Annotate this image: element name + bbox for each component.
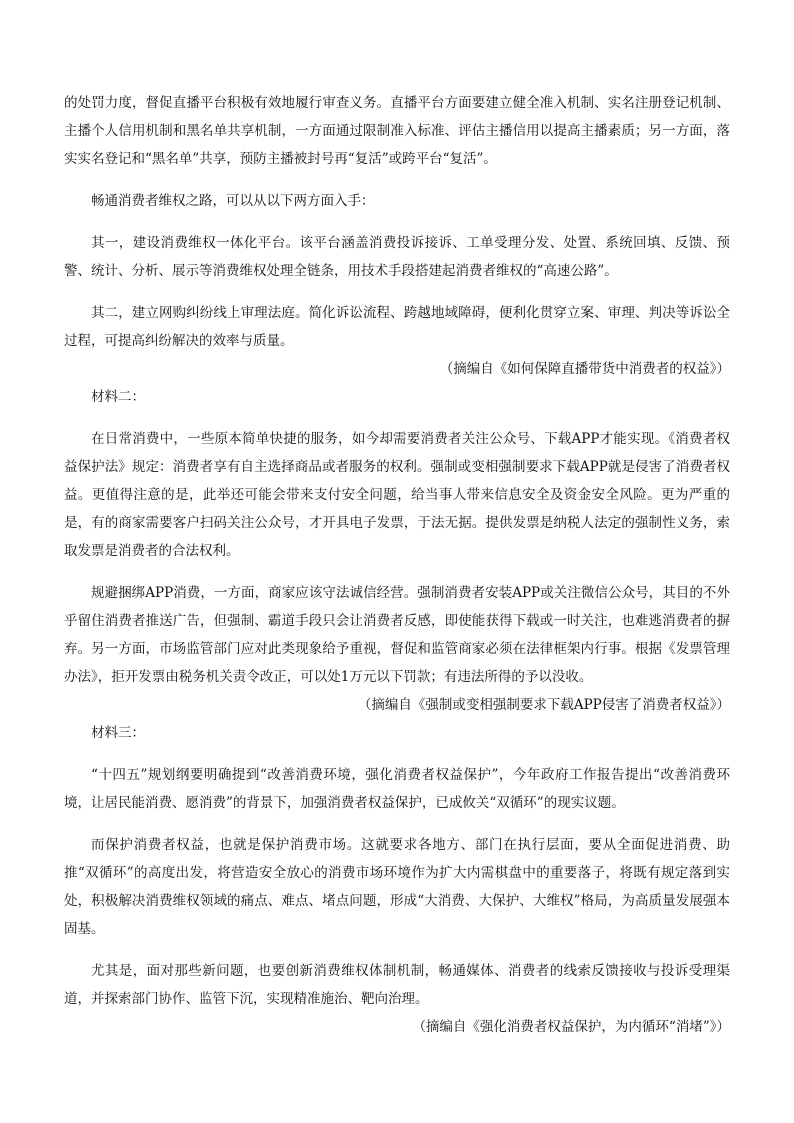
m3-paragraph-3: 尤其是，面对那些新问题，也要创新消费维权体制机制，畅通媒体、消费者的线索反馈接收与投诉受理渠道，并探索部门协作、监管下沉，实现精准施治、靶向治理。 bbox=[64, 963, 730, 1007]
m1-paragraph-4: 其二，建立网购纠纷线上审理法庭。简化诉讼流程、跨越地域障碍，便利化贯穿立案、审理、判决等诉讼全过程，可提高纠纷解决的效率与质量。 bbox=[64, 305, 730, 349]
m1-paragraph-3: 其一，建设消费维权一体化平台。该平台涵盖消费投诉接诉、工单受理分发、处置、系统回填、反馈、预警、统计、分析、展示等消费维权处理全链条，用技术手段搭建起消费者维权的“高速公路”。 bbox=[64, 235, 730, 279]
m1-paragraph-1: 的处罚力度，督促直播平台积极有效地履行审查义务。直播平台方面要建立健全准入机制、实名注册登记机制、主播个人信用机制和黑名单共享机制，一方面通过限制准入标准、评估主播信用以提高主播素质；另一方面，落实实名登记和“黑名单”共享，预防主播被封号再“复活”或跨平台“复活”。 bbox=[64, 95, 730, 167]
m1-source: （摘编自《如何保障直播带货中消费者的权益》） bbox=[439, 361, 730, 377]
m3-paragraph-1: “十四五”规划纲要明确提到“改善消费环境，强化消费者权益保护”，今年政府工作报告提出“改善消费环境，让居民能消费、愿消费”的背景下，加强消费者权益保护，已成攸关“双循环”的现实议题。 bbox=[64, 767, 730, 811]
m1-paragraph-2: 畅通消费者维权之路，可以从以下两方面入手： bbox=[91, 193, 375, 209]
m3-paragraph-2: 而保护消费者权益，也就是保护消费市场。这就要求各地方、部门在执行层面，要从全面促进消费、助推“双循环”的高度出发，将营造安全放心的消费市场环境作为扩大内需棋盘中的重要落子，将既有规定落到实处，积极解决消费维权领域的痛点、难点、堵点问题，形成“大消费、大保护、大维权”格局，为高质量发展强本固基。 bbox=[64, 837, 730, 937]
m3-source: （摘编自《强化消费者权益保护，为内循环“消堵”》） bbox=[412, 1019, 730, 1035]
material-2-heading: 材料二： bbox=[91, 389, 145, 405]
m2-paragraph-2: 规避捆绑APP消费，一方面，商家应该守法诚信经营。强制消费者安装APP或关注微信公众号，其目的不外乎留住消费者推送广告，但强制、霸道手段只会让消费者反感，即使能获得下载或一时关注，也难逃消费者的摒弃。另一方面，市场监管部门应对此类现象给予重视，督促和监管商家必须在法律框架内行事。根据《发票管理办法》，拒开发票由税务机关责令改正，可以处1万元以下罚款；有违法所得的予以没收。 bbox=[64, 585, 730, 685]
document-page bbox=[64, 89, 730, 1041]
m2-paragraph-1: 在日常消费中，一些原本简单快捷的服务，如今却需要消费者关注公众号、下载APP才能实现。《消费者权益保护法》规定：消费者享有自主选择商品或者服务的权利。强制或变相强制要求下载APP就是侵害了消费者权益。更值得注意的是，此举还可能会带来支付安全问题，给当事人带来信息安全及资金安全风险。更为严重的是，有的商家需要客户扫码关注公众号，才开具电子发票，于法无据。提供发票是纳税人法定的强制性义务，索取发票是消费者的合法权利。 bbox=[64, 431, 730, 559]
m2-source: （摘编自《强制或变相强制要求下载APP侵害了消费者权益》） bbox=[357, 697, 730, 713]
material-3-heading: 材料三： bbox=[91, 725, 145, 741]
